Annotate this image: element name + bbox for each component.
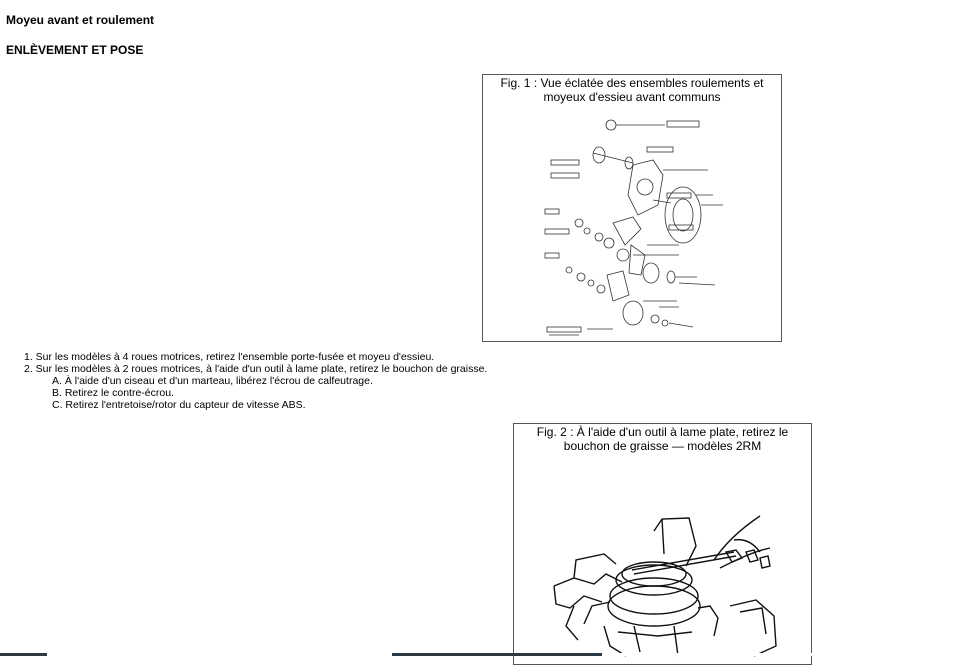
procedure-steps xyxy=(24,351,487,411)
figure-1 xyxy=(482,74,782,342)
step-1: 1. Sur les modèles à 4 roues motrices, retirez l'ensemble porte-fusée et moyeu d'essieu. xyxy=(24,351,435,363)
step-2: 2. Sur les modèles à 2 roues motrices, à l'aide d'un outil à lame plate, retirez le bouchon de graisse. xyxy=(24,363,488,375)
figure-1-caption: Fig. 1 : Vue éclatée des ensembles roulements et moyeux d'essieu avant communs xyxy=(500,76,764,104)
section-heading: ENLÈVEMENT ET POSE xyxy=(6,43,144,57)
figure-2 xyxy=(513,423,812,665)
figure-2-caption: Fig. 2 : À l'aide d'un outil à lame plate, retirez le bouchon de graisse — modèles 2RM xyxy=(536,425,789,453)
exploded-view-drawing xyxy=(483,105,781,341)
step-2b: B. Retirez le contre-écrou. xyxy=(52,387,174,399)
step-2a: A. À l'aide d'un ciseau et d'un marteau, libérez l'écrou de calfeutrage. xyxy=(52,375,373,387)
step-2c: C. Retirez l'entretoise/rotor du capteur de vitesse ABS. xyxy=(52,399,306,411)
page-title: Moyeu avant et roulement xyxy=(6,13,155,27)
grease-cap-removal-drawing xyxy=(514,456,811,661)
